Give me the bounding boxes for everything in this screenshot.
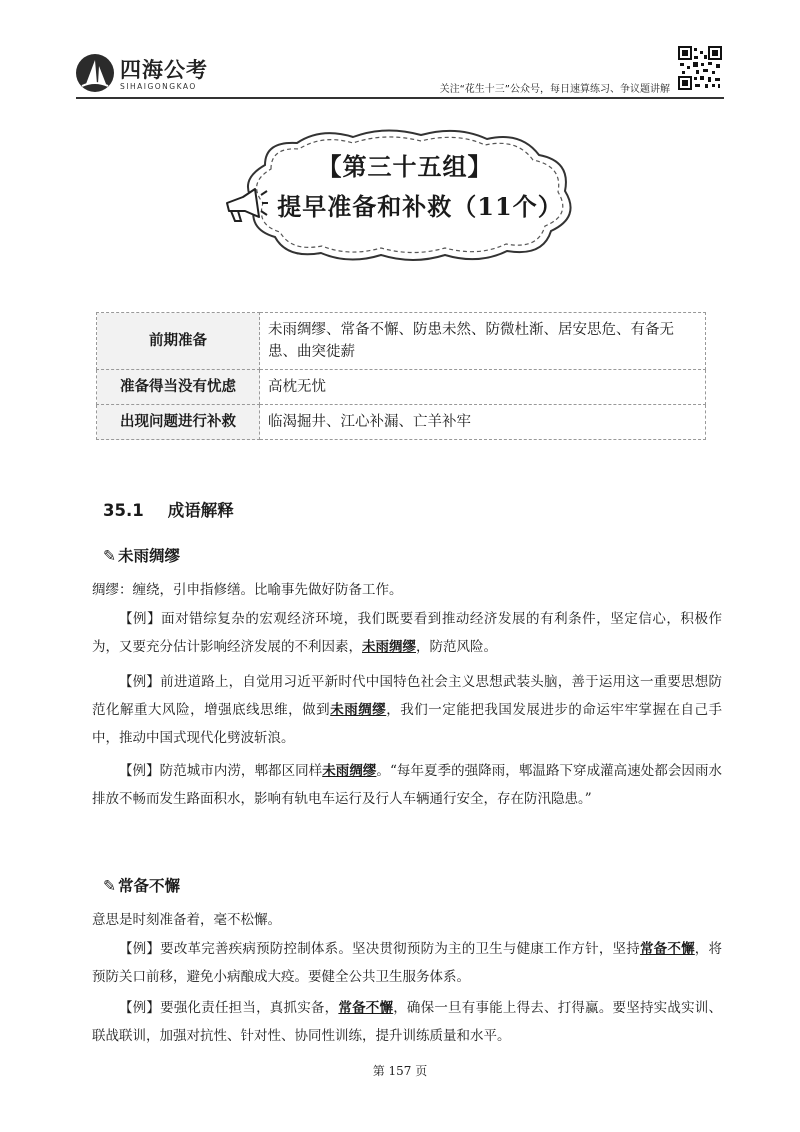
example-text: 【例】面对错综复杂的宏观经济环境，我们既要看到推动经济发展的有利条件，坚定信心，积极作为，又要充分估计影响经济发展的不利因素， <box>92 611 722 655</box>
header-divider <box>76 97 724 99</box>
group-title-banner <box>225 125 585 265</box>
highlighted-term: 常备不懈 <box>639 941 695 957</box>
table-cell-value: 高枕无忧 <box>260 370 706 405</box>
group-number-title: 【第三十五组】 <box>317 152 493 181</box>
logo-name: 四海公考 <box>120 58 208 82</box>
example-text: 【例】要改革完善疾病预防控制体系。坚决贯彻预防为主的卫生与健康工作方针，坚持 <box>119 941 640 957</box>
example-paragraph <box>92 668 722 752</box>
example-paragraph <box>92 605 722 661</box>
example-text: ，将预防关口前移，避免小病酿成大疫。要健全公共卫生服务体系。 <box>92 941 723 985</box>
entry-definition <box>92 906 722 934</box>
brand-logo <box>76 52 226 96</box>
header-note: 关注“花生十三”公众号，每日速算练习、争议题讲解 <box>439 84 670 95</box>
group-topic-title: 提早准备和补救（11个） <box>277 192 563 221</box>
page-number: 第 157 页 <box>372 1064 428 1078</box>
section-heading <box>103 497 234 521</box>
example-text: ，确保一旦有事能上得去、打得赢。要坚持实战实训、联战联训，加强对抗性、针对性、协同性训练，提升训练质量和水平。 <box>92 1000 723 1044</box>
example-paragraph <box>92 994 722 1050</box>
table-cell-value: 未雨绸缪、常备不懈、防患未然、防微杜渐、居安思危、有备无患、曲突徙薪 <box>260 313 706 370</box>
pencil-icon: ✎ <box>103 547 116 565</box>
highlighted-term: 未雨绸缪 <box>330 702 387 718</box>
section-title-text: 成语解释 <box>167 501 234 520</box>
table-cell-label: 准备得当没有忧虑 <box>97 370 260 405</box>
example-text: 。“每年夏季的强降雨，郫温路下穿成灌高速处都会因雨水排放不畅而发生路面积水，影响有轨电车运行及行人车辆通行安全，存在防汛隐患。” <box>92 763 723 807</box>
table-cell-label: 出现问题进行补救 <box>97 405 260 440</box>
pencil-icon: ✎ <box>103 877 116 895</box>
table-row <box>97 313 706 370</box>
highlighted-term: 未雨绸缪 <box>362 639 416 655</box>
highlighted-term: 未雨绸缪 <box>322 763 377 779</box>
example-text: ，我们一定能把我国发展进步的命运牢牢掌握在自己手中，推动中国式现代化劈波斩浪。 <box>92 702 723 746</box>
example-text: 【例】要强化责任担当，真抓实备， <box>119 1000 339 1016</box>
logo-subtitle: SIHAIGONGKAO <box>120 82 197 91</box>
section-number: 35.1 <box>103 501 144 520</box>
example-text: ，防范风险。 <box>416 639 497 655</box>
example-paragraph <box>92 757 722 813</box>
example-paragraph <box>92 935 722 991</box>
entry-heading <box>103 874 180 896</box>
example-text: 【例】防范城市内涝，郫都区同样 <box>119 763 323 779</box>
highlighted-term: 常备不懈 <box>338 1000 394 1016</box>
definition-text: 绸缪：缠绕，引申指修缮。比喻事先做好防备工作。 <box>92 582 403 598</box>
qr-code-icon <box>678 46 722 90</box>
example-text: 【例】前进道路上，自觉用习近平新时代中国特色社会主义思想武装头脑，善于运用这一重要思想防范化解重大风险，增强底线思维，做到 <box>92 674 722 718</box>
summary-table <box>96 312 706 440</box>
entry-definition <box>92 576 722 604</box>
table-cell-value: 临渴掘井、江心补漏、亡羊补牢 <box>260 405 706 440</box>
entry-heading-text: 常备不懈 <box>118 877 181 895</box>
entry-heading <box>103 544 180 566</box>
logo-sail-icon <box>76 54 114 92</box>
table-row <box>97 405 706 440</box>
page-header <box>0 0 800 100</box>
table-cell-label: 前期准备 <box>97 313 260 370</box>
table-row <box>97 370 706 405</box>
definition-text: 意思是时刻准备着，毫不松懈。 <box>92 912 281 928</box>
entry-heading-text: 未雨绸缪 <box>118 547 181 565</box>
